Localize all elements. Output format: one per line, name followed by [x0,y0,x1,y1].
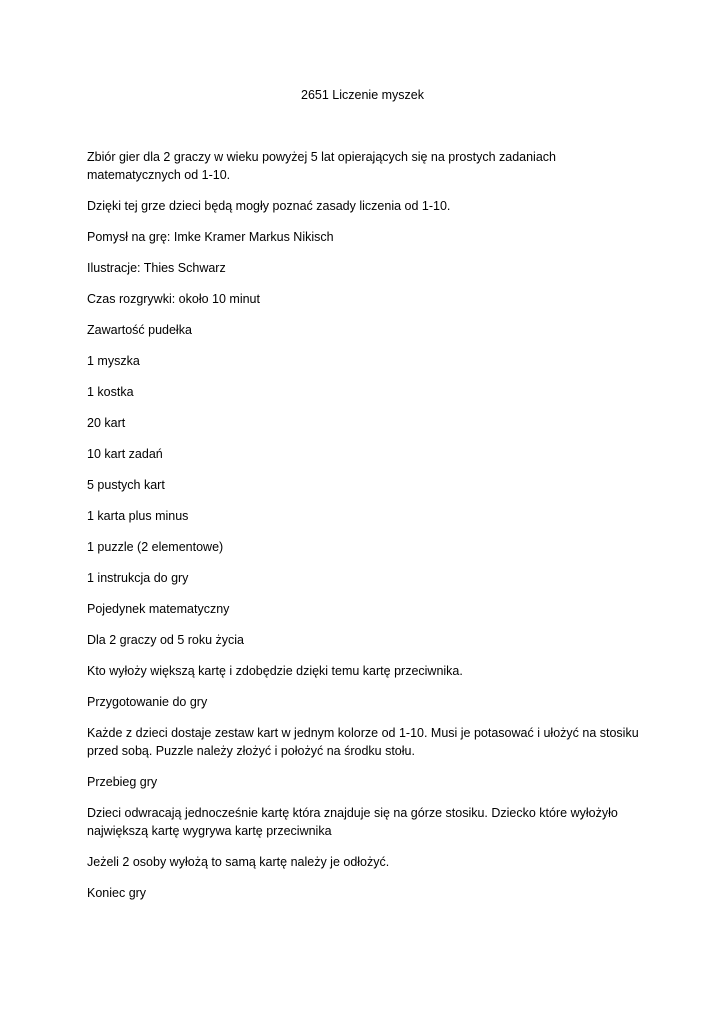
heading-setup: Przygotowanie do gry [87,695,208,709]
document-body [87,148,642,915]
paragraph-playtime: Czas rozgrywki: około 10 minut [87,292,260,306]
list-item: 1 instrukcja do gry [87,571,189,585]
list-item: 5 pustych kart [87,478,165,492]
paragraph-objective: Kto wyłoży większą kartę i zdobędzie dzięki temu kartę przeciwnika. [87,664,463,678]
paragraph-intro: Zbiór gier dla 2 graczy w wieku powyżej 5 lat opierających się na prostych zadaniach matematycznych od 1-10. [87,150,556,182]
list-item: 1 kostka [87,385,134,399]
paragraph-tie-rule: Jeżeli 2 osoby wyłożą to samą kartę należy je odłożyć. [87,855,390,869]
paragraph-setup: Każde z dzieci dostaje zestaw kart w jednym kolorze od 1-10. Musi je potasować i ułożyć na stosiku przed sobą. Puzzle należy złożyć i położyć na środku stołu. [87,726,639,758]
paragraph-illustrations: Ilustracje: Thies Schwarz [87,261,226,275]
document-title: 2651 Liczenie myszek [301,88,424,102]
heading-game-end: Koniec gry [87,886,147,900]
paragraph-designers: Pomysł na grę: Imke Kramer Markus Nikisch [87,230,334,244]
heading-gameplay: Przebieg gry [87,775,158,789]
paragraph-players-age: Dla 2 graczy od 5 roku życia [87,633,245,647]
list-item: 1 karta plus minus [87,509,189,523]
list-item: 20 kart [87,416,126,430]
heading-math-duel: Pojedynek matematyczny [87,602,230,616]
heading-box-contents: Zawartość pudełka [87,323,192,337]
paragraph-gameplay: Dzieci odwracają jednocześnie kartę która znajduje się na górze stosiku. Dziecko które wyłożyło największą kartę wygrywa kartę przeciwnika [87,806,618,838]
list-item: 1 myszka [87,354,140,368]
paragraph-learning: Dzięki tej grze dzieci będą mogły poznać zasady liczenia od 1-10. [87,199,451,213]
list-item: 10 kart zadań [87,447,163,461]
list-item: 1 puzzle (2 elementowe) [87,540,224,554]
